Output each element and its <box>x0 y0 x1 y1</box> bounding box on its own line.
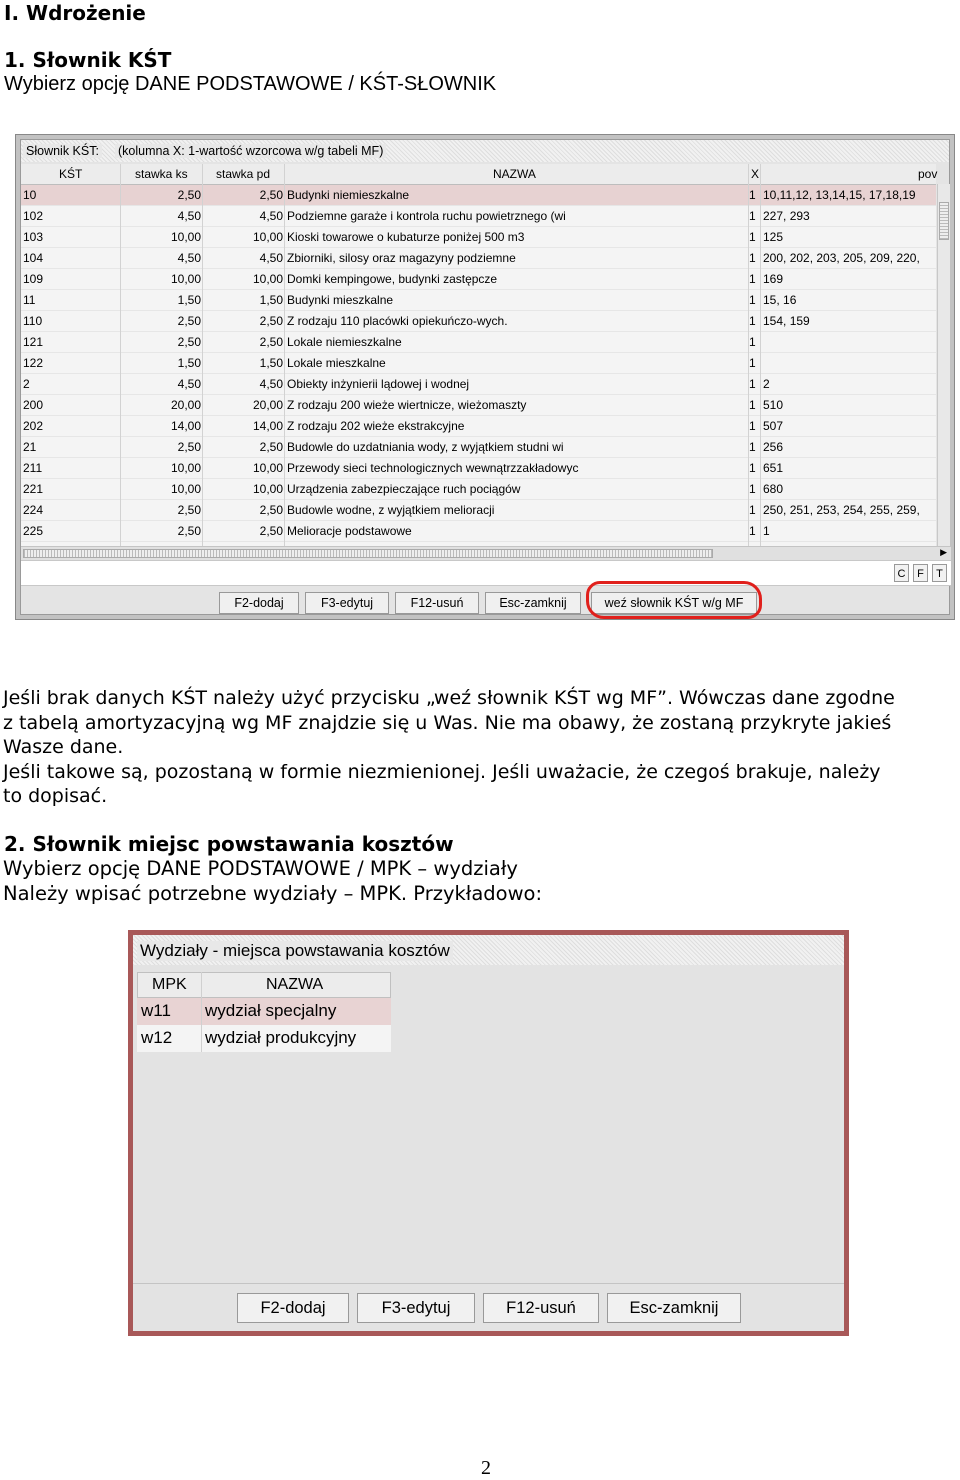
cell-stawka-pd: 2,50 <box>259 440 283 454</box>
cell-stawka-pd: 4,50 <box>259 209 283 223</box>
paragraph-line: to dopisać. <box>3 785 108 807</box>
cell-stawka-pd: 1,50 <box>259 356 283 370</box>
kst-window-titlebar <box>21 140 949 162</box>
table-row[interactable] <box>137 998 391 1025</box>
table-row[interactable] <box>21 206 936 227</box>
get-mf-dictionary-button[interactable]: weź słownik KŚT w/g MF <box>591 592 757 614</box>
f-button[interactable]: F <box>913 564 928 582</box>
cell-stawka-ks: 2,50 <box>177 314 201 328</box>
cell-x: 1 <box>749 272 756 286</box>
cell-nazwa: wydział produkcyjny <box>205 1028 357 1047</box>
cell-mpk: w11 <box>141 1001 171 1020</box>
filter-bar <box>21 560 951 586</box>
cell-nazwa: Urządzenia zabezpieczające ruch pociągów <box>287 482 521 496</box>
cell-kst: 211 <box>23 461 43 475</box>
button-bar-divider <box>133 1283 844 1284</box>
column-divider <box>760 164 761 562</box>
cell-stawka-pd: 2,50 <box>259 314 283 328</box>
cell-stawka-ks: 10,00 <box>170 230 201 244</box>
kst-dictionary-window <box>15 134 955 620</box>
table-row[interactable] <box>21 395 936 416</box>
highlight-circle <box>586 581 762 619</box>
cell-kst: 109 <box>23 272 44 286</box>
cell-kst: 104 <box>23 251 44 265</box>
table-row[interactable] <box>21 353 936 374</box>
table-row[interactable] <box>21 500 936 521</box>
cell-stawka-ks: 4,50 <box>177 377 201 391</box>
cell-nazwa: Lokale mieszkalne <box>287 356 386 370</box>
cell-nazwa: Domki kempingowe, budynki zastępcze <box>287 272 498 286</box>
kst-title-note: (kolumna X: 1-wartość wzorcowa w/g tabeli MF) <box>115 144 386 158</box>
cell-pow: 10,11,12, 13,14,15, 17,18,19 <box>763 188 916 202</box>
section2-line: Wybierz opcję DANE PODSTAWOWE / MPK – wydziały <box>3 857 518 880</box>
cell-stawka-pd: 2,50 <box>259 335 283 349</box>
cell-pow: 154, 159 <box>763 314 810 328</box>
table-row[interactable] <box>21 521 936 542</box>
cell-stawka-ks: 20,00 <box>170 398 201 412</box>
section1-title: 1. Słownik KŚT <box>4 48 172 72</box>
cell-kst: 2 <box>23 377 30 391</box>
mpk-window-body <box>133 935 844 1331</box>
cell-stawka-ks: 1,50 <box>177 356 201 370</box>
cell-kst: 225 <box>23 524 44 538</box>
paragraph-line: Jeśli brak danych KŚT należy użyć przycisku „weź słownik KŚT wg MF”. Wówczas dane zgodne <box>3 687 895 709</box>
cell-pow: 200, 202, 203, 205, 209, 220, <box>763 251 920 265</box>
section2-line: Należy wpisać potrzebne wydziały – MPK. Przykładowo: <box>3 881 543 905</box>
column-divider <box>284 164 285 562</box>
cell-x: 1 <box>749 293 756 307</box>
cell-stawka-ks: 2,50 <box>177 440 201 454</box>
table-row[interactable] <box>21 374 936 395</box>
explanation-paragraph <box>3 686 960 809</box>
cell-kst: 224 <box>23 503 44 517</box>
table-row[interactable] <box>21 269 936 290</box>
mpk-window-title: Wydziały - miejsca powstawania kosztów <box>137 941 453 961</box>
cell-x: 1 <box>749 335 756 349</box>
add-button[interactable]: F2-dodaj <box>219 592 299 614</box>
cell-nazwa: wydział specjalny <box>205 1001 337 1020</box>
cell-nazwa: Obiekty inżynierii lądowej i wodnej <box>287 377 470 391</box>
cell-stawka-ks: 2,50 <box>177 335 201 349</box>
cell-pow: 15, 16 <box>763 293 797 307</box>
close-button[interactable]: Esc-zamknij <box>485 592 581 614</box>
table-row[interactable] <box>21 290 936 311</box>
col-header-stawka-pd[interactable]: stawka pd <box>216 167 271 181</box>
cell-nazwa: Zbiorniki, silosy oraz magazyny podziemne <box>287 251 516 265</box>
col-header-mpk[interactable]: MPK <box>152 976 187 993</box>
section2-text <box>3 857 542 906</box>
cell-x: 1 <box>749 377 756 391</box>
table-row[interactable] <box>21 311 936 332</box>
close-button[interactable]: Esc-zamknij <box>607 1293 741 1323</box>
paragraph-line: Jeśli takowe są, pozostaną w formie niezmienionej. Jeśli uważacie, że czegoś brakuje, należy <box>3 760 881 783</box>
cell-x: 1 <box>749 356 756 370</box>
cell-stawka-ks: 10,00 <box>170 482 201 496</box>
cell-pow: 256 <box>763 440 784 454</box>
cell-stawka-ks: 1,50 <box>177 293 201 307</box>
cell-kst: 200 <box>23 398 44 412</box>
cell-nazwa: Budynki niemieszkalne <box>287 188 410 202</box>
horizontal-scrollbar[interactable] <box>21 546 951 560</box>
cell-nazwa: Budowle do uzdatniania wody, z wyjątkiem studni wi <box>287 440 564 454</box>
table-row[interactable] <box>21 437 936 458</box>
cell-pow: 2 <box>763 377 770 391</box>
column-divider <box>748 164 749 562</box>
cell-kst: 103 <box>23 230 44 244</box>
table-row[interactable] <box>21 458 936 479</box>
cell-kst: 202 <box>23 419 44 433</box>
cell-kst: 10 <box>23 188 37 202</box>
cell-x: 1 <box>749 440 756 454</box>
cell-stawka-pd: 4,50 <box>259 377 283 391</box>
col-header-nazwa[interactable]: NAZWA <box>493 167 536 181</box>
cell-kst: 11 <box>23 293 36 307</box>
mpk-grid <box>137 972 391 1052</box>
cell-stawka-ks: 4,50 <box>177 209 201 223</box>
cell-x: 1 <box>749 524 756 538</box>
section2-title: 2. Słownik miejsc powstawania kosztów <box>4 832 454 856</box>
vertical-scroll-thumb[interactable] <box>939 202 949 240</box>
mpk-window <box>128 930 849 1336</box>
horizontal-scroll-thumb[interactable] <box>23 549 713 558</box>
cell-stawka-pd: 2,50 <box>259 524 283 538</box>
cell-stawka-ks: 10,00 <box>170 461 201 475</box>
cell-stawka-pd: 2,50 <box>259 188 283 202</box>
column-divider <box>202 164 203 562</box>
section1-instruction: Wybierz opcję DANE PODSTAWOWE / KŚT-SŁOWNIK <box>4 73 497 95</box>
cell-nazwa: Lokale niemieszkalne <box>287 335 402 349</box>
table-row[interactable] <box>137 1025 391 1052</box>
kst-grid-rows <box>21 185 936 563</box>
table-row[interactable] <box>21 416 936 437</box>
cell-stawka-pd: 4,50 <box>259 251 283 265</box>
cell-stawka-pd: 2,50 <box>259 503 283 517</box>
edit-button[interactable]: F3-edytuj <box>305 592 389 614</box>
cell-nazwa: Budynki mieszkalne <box>287 293 394 307</box>
cell-pow: 227, 293 <box>763 209 810 223</box>
cell-stawka-ks: 2,50 <box>177 503 201 517</box>
cell-pow: 1 <box>763 524 770 538</box>
cell-x: 1 <box>749 209 756 223</box>
cell-x: 1 <box>749 188 756 202</box>
paragraph-line: Wasze dane. <box>3 736 124 758</box>
cell-x: 1 <box>749 482 756 496</box>
column-divider <box>120 164 121 562</box>
cell-mpk: w12 <box>141 1028 173 1047</box>
add-button[interactable]: F2-dodaj <box>237 1293 349 1323</box>
cell-nazwa: Kioski towarowe o kubaturze poniżej 500 m3 <box>287 230 525 244</box>
cell-stawka-ks: 4,50 <box>177 251 201 265</box>
cell-stawka-pd: 10,00 <box>252 230 283 244</box>
table-row[interactable] <box>21 185 936 206</box>
cell-kst: 121 <box>23 335 44 349</box>
cell-stawka-ks: 14,00 <box>170 419 201 433</box>
vertical-scrollbar[interactable] <box>937 184 950 548</box>
kst-grid <box>21 164 936 563</box>
cell-pow: 651 <box>763 461 784 475</box>
col-header-x[interactable]: X <box>751 167 760 181</box>
cell-kst: 21 <box>23 440 37 454</box>
cell-kst: 122 <box>23 356 44 370</box>
t-button[interactable]: T <box>932 564 947 582</box>
cell-x: 1 <box>749 398 756 412</box>
cell-stawka-pd: 14,00 <box>252 419 283 433</box>
column-divider <box>201 972 202 1052</box>
edit-button[interactable]: F3-edytuj <box>357 1293 475 1323</box>
kst-window-body <box>20 139 950 615</box>
cell-pow: 169 <box>763 272 784 286</box>
cell-nazwa: Melioracje podstawowe <box>287 524 412 538</box>
cell-nazwa: Podziemne garaże i kontrola ruchu powietrznego (wi <box>287 209 566 223</box>
cell-stawka-ks: 2,50 <box>177 188 201 202</box>
doc-heading: I. Wdrożenie <box>4 1 146 25</box>
cell-stawka-pd: 10,00 <box>252 482 283 496</box>
cell-stawka-pd: 1,50 <box>259 293 283 307</box>
cell-pow: 680 <box>763 482 784 496</box>
cell-nazwa: Z rodzaju 202 wieże ekstrakcyjne <box>287 419 465 433</box>
cell-x: 1 <box>749 461 756 475</box>
page-number: 2 <box>481 1457 491 1479</box>
cell-stawka-ks: 2,50 <box>177 524 201 538</box>
cell-kst: 102 <box>23 209 44 223</box>
delete-button[interactable]: F12-usuń <box>395 592 479 614</box>
table-row[interactable] <box>21 227 936 248</box>
cell-pow: 125 <box>763 230 784 244</box>
col-header-nazwa[interactable]: NAZWA <box>266 976 324 993</box>
table-row[interactable] <box>21 248 936 269</box>
delete-button[interactable]: F12-usuń <box>483 1293 599 1323</box>
cell-stawka-pd: 10,00 <box>252 272 283 286</box>
cell-pow: 510 <box>763 398 784 412</box>
cell-kst: 221 <box>23 482 44 496</box>
cell-nazwa: Przewody sieci technologicznych wewnątrzzakładowyc <box>287 461 579 475</box>
cell-nazwa: Z rodzaju 200 wieże wiertnicze, wieżomaszty <box>287 398 527 412</box>
cell-x: 1 <box>749 419 756 433</box>
cell-x: 1 <box>749 230 756 244</box>
col-header-stawka-ks[interactable]: stawka ks <box>135 167 188 181</box>
kst-title-label: Słownik KŚT: <box>23 144 102 158</box>
cell-nazwa: Z rodzaju 110 placówki opiekuńczo-wych. <box>287 314 508 328</box>
mpk-window-titlebar <box>133 935 844 965</box>
cell-x: 1 <box>749 251 756 265</box>
cell-stawka-pd: 10,00 <box>252 461 283 475</box>
scroll-right-icon[interactable]: ▶ <box>940 548 947 558</box>
cell-kst: 110 <box>23 314 43 328</box>
cell-x: 1 <box>749 503 756 517</box>
cell-stawka-ks: 10,00 <box>170 272 201 286</box>
table-row[interactable] <box>21 332 936 353</box>
table-row[interactable] <box>21 479 936 500</box>
cell-x: 1 <box>749 314 756 328</box>
c-button[interactable]: C <box>894 564 909 582</box>
cell-nazwa: Budowle wodne, z wyjątkiem melioracji <box>287 503 495 517</box>
cell-pow: 507 <box>763 419 784 433</box>
col-header-pow[interactable]: pov <box>918 167 938 181</box>
mpk-grid-header <box>137 972 391 998</box>
kst-grid-header <box>21 164 936 185</box>
paragraph-line: z tabelą amortyzacyjną wg MF znajdzie się u Was. Nie ma obawy, że zostaną przykryte jakieś <box>3 711 892 734</box>
cell-stawka-pd: 20,00 <box>252 398 283 412</box>
cell-pow: 250, 251, 253, 254, 255, 259, <box>763 503 920 517</box>
col-header-kst[interactable]: KŚT <box>59 167 83 181</box>
